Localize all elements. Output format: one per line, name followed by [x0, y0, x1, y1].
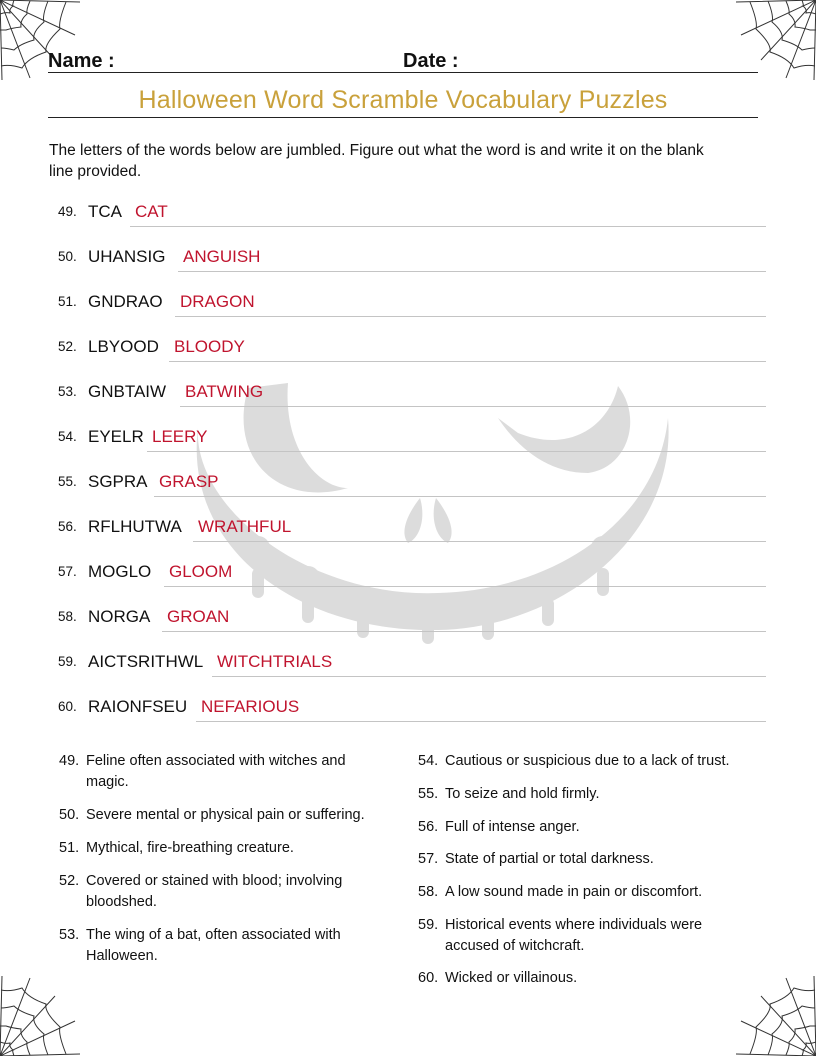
clue-text: Historical events where individuals were accused of witchcraft. — [445, 917, 703, 954]
answer-line[interactable] — [175, 316, 766, 317]
item-number: 57. — [58, 564, 77, 579]
clue-text: To seize and hold firmly. — [445, 786, 600, 802]
clue-number: 52. — [59, 873, 80, 889]
scrambled-word: SGPRA — [88, 472, 148, 491]
scramble-item — [58, 427, 766, 457]
clue-item — [59, 751, 379, 793]
item-number: 49. — [58, 204, 77, 219]
scramble-item — [58, 202, 766, 232]
answer-text: NEFARIOUS — [201, 697, 300, 716]
scramble-item — [58, 292, 766, 322]
spider-web-icon-bottom-left — [0, 976, 80, 1056]
clue-text: Feline often associated with witches and magic. — [86, 753, 346, 790]
scrambled-word: GNDRAO — [88, 292, 163, 311]
clue-number: 53. — [59, 927, 80, 943]
answer-text: GRASP — [159, 472, 219, 491]
clue-item — [418, 968, 763, 989]
item-number: 52. — [58, 339, 77, 354]
clue-number: 49. — [59, 753, 80, 769]
clue-item — [59, 925, 379, 967]
clue-item — [418, 817, 763, 838]
clue-text: Wicked or villainous. — [445, 970, 578, 986]
answer-text: GROAN — [167, 607, 230, 626]
scramble-item — [58, 562, 766, 592]
scramble-item — [58, 247, 766, 277]
clue-number: 57. — [418, 851, 439, 867]
item-number: 55. — [58, 474, 77, 489]
clue-number: 60. — [418, 970, 439, 986]
item-number: 51. — [58, 294, 77, 309]
header-row — [48, 50, 758, 74]
answer-line[interactable] — [130, 226, 766, 227]
answer-line[interactable] — [193, 541, 766, 542]
clue-text: The wing of a bat, often associated with Halloween. — [86, 927, 341, 964]
scramble-item — [58, 697, 766, 727]
item-number: 60. — [58, 699, 77, 714]
scrambled-word: MOGLO — [88, 562, 152, 581]
clue-item — [418, 849, 763, 870]
answer-line[interactable] — [147, 451, 766, 452]
answer-text: DRAGON — [180, 292, 255, 311]
clue-number: 50. — [59, 807, 80, 823]
clue-number: 54. — [418, 753, 439, 769]
clue-text: Covered or stained with blood; involving bloodshed. — [86, 873, 343, 910]
scrambled-word: AICTSRITHWL — [88, 652, 204, 671]
name-label: Name : — [48, 50, 115, 72]
scrambled-word: GNBTAIW — [88, 382, 167, 401]
answer-text: BLOODY — [174, 337, 245, 356]
clue-item — [418, 784, 763, 805]
scramble-item — [58, 652, 766, 682]
answer-line[interactable] — [178, 271, 766, 272]
answer-line[interactable] — [169, 361, 766, 362]
scramble-item — [58, 607, 766, 637]
clue-number: 55. — [418, 786, 439, 802]
answer-line[interactable] — [196, 721, 766, 722]
answer-text: BATWING — [185, 382, 264, 401]
scramble-item — [58, 517, 766, 547]
clue-item — [59, 871, 379, 913]
item-number: 54. — [58, 429, 77, 444]
date-label: Date : — [403, 50, 459, 72]
answer-line[interactable] — [154, 496, 766, 497]
answer-text: CAT — [135, 202, 168, 221]
clue-number: 51. — [59, 840, 80, 856]
scrambled-word: UHANSIG — [88, 247, 166, 266]
answer-line[interactable] — [180, 406, 766, 407]
scrambled-word: TCA — [88, 202, 122, 221]
scramble-item — [58, 472, 766, 502]
item-number: 59. — [58, 654, 77, 669]
answer-text: LEERY — [152, 427, 208, 446]
scramble-item — [58, 337, 766, 367]
scrambled-word: RAIONFSEU — [88, 697, 188, 716]
item-number: 50. — [58, 249, 77, 264]
answer-text: WITCHTRIALS — [217, 652, 333, 671]
answer-line[interactable] — [162, 631, 766, 632]
clue-text: State of partial or total darkness. — [445, 851, 654, 867]
clue-item — [59, 838, 379, 859]
clue-item — [418, 751, 763, 772]
clue-item — [418, 882, 763, 903]
scrambled-word: EYELR — [88, 427, 144, 446]
item-number: 56. — [58, 519, 77, 534]
header-underline — [48, 72, 758, 73]
clue-text: Full of intense anger. — [445, 819, 580, 835]
clue-number: 56. — [418, 819, 439, 835]
answer-text: WRATHFUL — [198, 517, 292, 536]
clue-text: Severe mental or physical pain or suffering. — [86, 807, 365, 823]
clue-item — [59, 805, 399, 826]
answer-line[interactable] — [164, 586, 766, 587]
clue-item — [418, 915, 738, 957]
clue-text: A low sound made in pain or discomfort. — [445, 884, 703, 900]
title-underline — [48, 117, 758, 118]
scramble-item — [58, 382, 766, 412]
scrambled-word: RFLHUTWA — [88, 517, 182, 536]
instructions-text: The letters of the words below are jumbled. Figure out what the word is and write it on the blank line provided. — [49, 142, 704, 180]
scrambled-word: LBYOOD — [88, 337, 159, 356]
page-title: Halloween Word Scramble Vocabulary Puzzles — [138, 86, 668, 114]
clue-text: Cautious or suspicious due to a lack of trust. — [445, 753, 730, 769]
clue-number: 58. — [418, 884, 439, 900]
clue-number: 59. — [418, 917, 439, 933]
clue-text: Mythical, fire-breathing creature. — [86, 840, 294, 856]
item-number: 53. — [58, 384, 77, 399]
scrambled-word: NORGA — [88, 607, 151, 626]
item-number: 58. — [58, 609, 77, 624]
answer-text: GLOOM — [169, 562, 233, 581]
answer-line[interactable] — [212, 676, 766, 677]
answer-text: ANGUISH — [183, 247, 261, 266]
